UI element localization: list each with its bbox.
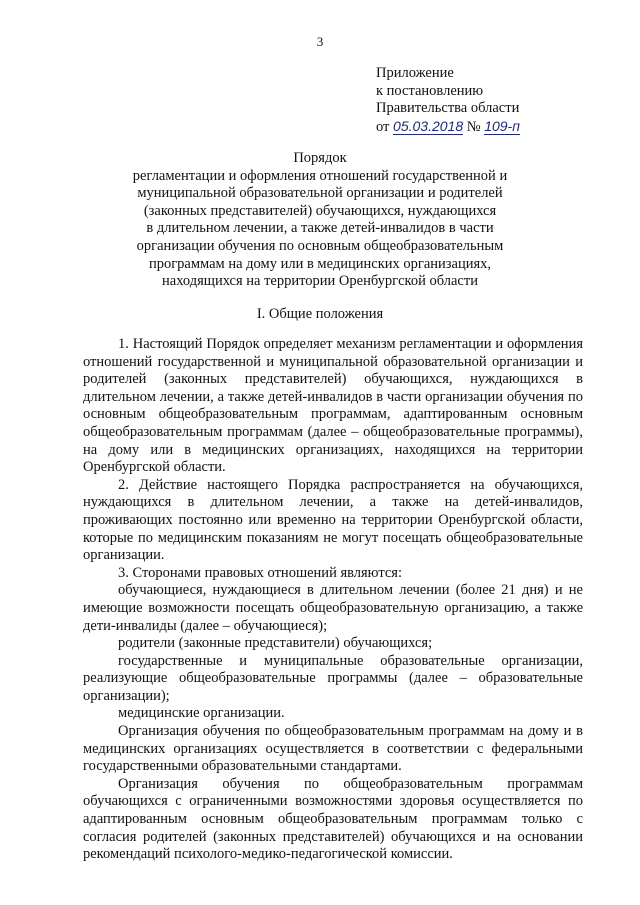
handwritten-date: 05.03.2018: [393, 117, 464, 134]
paragraph: 3. Сторонами правовых отношений являются:: [118, 564, 402, 581]
document-body: [83, 336, 583, 864]
approval-line-3: Правительства области: [376, 100, 520, 116]
title-heading: Порядок: [293, 150, 347, 166]
title-line: (законных представителей) обучающихся, нуждающихся: [143, 202, 497, 219]
handwritten-number: 109-п: [484, 117, 520, 134]
list-item: обучающиеся, нуждающиеся в длительном лечении (более 21 дня) и не имеющие возможности посещать общеобразовательную организацию, а также дети-инвалиды (далее – обучающиеся);: [83, 582, 583, 634]
approval-line-1: Приложение: [376, 65, 454, 81]
paragraph: 2. Действие настоящего Порядка распространяется на обучающихся, нуждающихся в длительном лечении, а также на детей-инвалидов, проживающих постоянно или временно на территории Оренбургской области, которые по медицинским показаниям не могут посещать общеобразовательные организации.: [83, 476, 583, 564]
from-label: от: [376, 118, 390, 135]
paragraph: 1. Настоящий Порядок определяет механизм регламентации и оформления отношений государственной и муниципальной образовательной организации и родителей (законных представителей) обучающихся, нуждающихся в длительном лечении, а также детей-инвалидов в части организации обучения по основным общеобразовательным программам, адаптированным основным общеобразовательным программам (далее – общеобразовательные программы), на дому или в медицинских организациях, находящихся на территории Оренбургской области.: [83, 336, 583, 476]
title-line: муниципальной образовательной организации и родителей: [137, 185, 503, 202]
title-line: в длительном лечении, а также детей-инвалидов в части: [146, 220, 494, 237]
list-item: государственные и муниципальные образовательные организации, реализующие общеобразовательные программы (далее – образовательные организации);: [83, 652, 583, 704]
title-line: регламентации и оформления отношений государственной и: [132, 167, 508, 184]
document-title: [60, 150, 580, 291]
list-item: медицинские организации.: [118, 705, 285, 722]
paragraph: Организация обучения по общеобразовательным программам на дому и в медицинских организациях осуществляется в соответствии с федеральными государственными образовательными стандартами.: [83, 723, 583, 775]
approval-block: [376, 65, 520, 136]
list-item: родители (законные представители) обучающихся;: [118, 635, 433, 652]
paragraph: Организация обучения по общеобразовательным программам обучающихся с ограниченными возможностями здоровья осуществляется по адаптированным основным общеобразовательным программам только с согласия родителей (законных представителей) обучающихся и на основании рекомендаций психолого-медико-педагогической комиссии.: [83, 775, 583, 863]
page-number: 3: [316, 34, 324, 49]
approval-date-line: [376, 118, 520, 137]
title-line: организации обучения по основным общеобразовательным: [136, 237, 504, 254]
approval-line-2: к постановлению: [376, 82, 484, 99]
title-line: находящихся на территории Оренбургской области: [162, 273, 478, 290]
title-line: программам на дому или в медицинских организациях,: [148, 255, 492, 272]
number-label: №: [466, 118, 481, 135]
section-title: I. Общие положения: [256, 306, 384, 322]
